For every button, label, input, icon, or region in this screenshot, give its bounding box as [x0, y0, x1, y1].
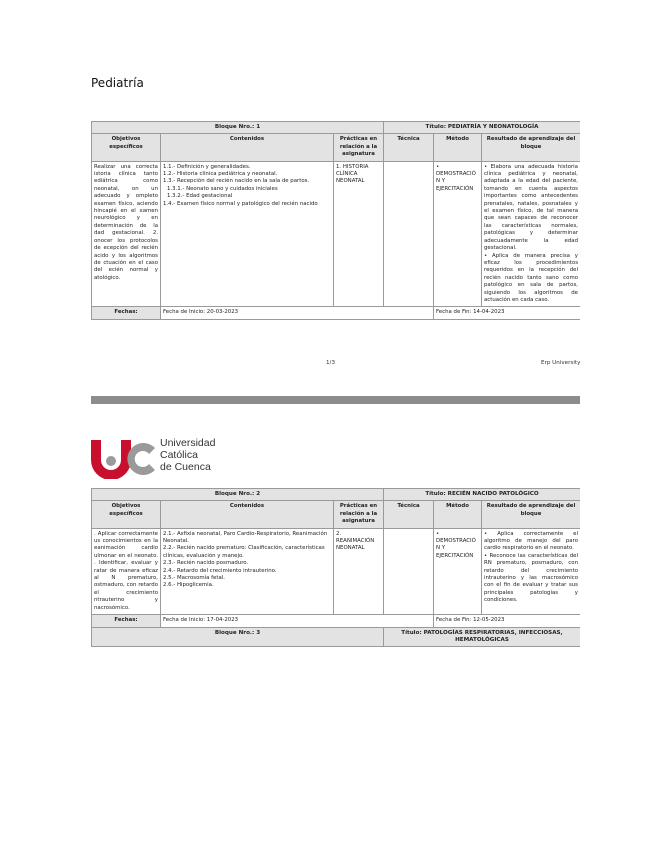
contenido-item: 1.3.- Recepción del recién nacido en la sala de partos.: [163, 178, 310, 185]
logo-line-1: Universidad: [160, 437, 216, 449]
header-practicas: Prácticas en relación a la asignatura: [334, 134, 384, 161]
block-3-number: Bloque Nro.: 3: [92, 627, 384, 647]
resultado-item: • Reconoce las características del RN prematuro, posmaduro, con retardo del crecimiento intrauterino y las macrosómico con el fin de evaluar y tratar sus principales patologías y condiciones.: [484, 552, 578, 604]
tecnica-cell: [384, 528, 434, 614]
block-1-table: [91, 121, 580, 320]
contenido-item: 1.4.- Examen físico normal y patológico del recién nacido: [163, 200, 318, 207]
fecha-fin: Fecha de Fin: 14-04-2023: [434, 307, 581, 319]
contenidos-cell: [161, 161, 334, 307]
resultado-item: • Elabora una adecuada historia clínica pediátrica y neonatal, adaptada a la edad del paciente, tomando en cuenta aspectos importantes como antecedentes prenatales, natales, posnatales y el examen físico, de tal manera que sean capaces de reconocer las características normales, patológicas y determinar adecuadamente la edad gestacional.: [484, 163, 578, 252]
logo-dot: [106, 456, 116, 466]
header-metodo: Método: [434, 134, 482, 161]
contenido-item: 1.2.- Historia clínica pediátrica y neonatal.: [163, 171, 278, 178]
logo-line-3: de Cuenca: [160, 461, 211, 473]
resultado-cell: [482, 528, 581, 614]
resultado-cell: [482, 161, 581, 307]
block-2-table: [91, 488, 580, 647]
header-metodo: Método: [434, 501, 482, 528]
header-contenidos: Contenidos: [161, 134, 334, 161]
footer-university: Erp University: [541, 360, 581, 366]
fechas-label: Fechas:: [92, 307, 161, 319]
contenido-item: 2.4.- Retardo del crecimiento intrauterino.: [163, 567, 277, 574]
practicas-cell: 1. HISTORIA CLÍNICA NEONATAL: [334, 161, 384, 307]
fecha-inicio: Fecha de Inicio: 17-04-2023: [161, 615, 434, 627]
contenido-item: 2.1.- Asfixia neonatal, Paro Cardio-Respiratorio, Reanimación Neonatal.: [163, 530, 328, 545]
objetivos-cell: . Aplicar correctamente us conocimientos en la eanimación cardio ulmonar en el neonato. . Identificar, evaluar y ratar de manera eficaz al N prematuro, ostmaduro, con retardo el crecimiento ntrauterino y nacrosómico.: [92, 528, 161, 614]
fecha-inicio: Fecha de Inicio: 20-03-2023: [161, 307, 434, 319]
contenidos-cell: [161, 528, 334, 614]
tecnica-cell: [384, 161, 434, 307]
fecha-fin: Fecha de Fin: 12-05-2023: [434, 615, 581, 627]
fechas-label: Fechas:: [92, 615, 161, 627]
practicas-cell: 2. REANIMACIÓN NEONATAL: [334, 528, 384, 614]
metodo-cell: • DEMOSTRACIÓN Y EJERCITACIÓN: [434, 161, 482, 307]
header-tecnica: Técnica: [384, 501, 434, 528]
contenido-item: 2.3.- Recién nacido posmaduro.: [163, 560, 249, 567]
metodo-cell: • DEMOSTRACIÓN Y EJERCITACIÓN: [434, 528, 482, 614]
contenido-item: 1.1.- Definición y generalidades.: [163, 163, 251, 170]
contenido-item: 2.6.- Hipoglicemia.: [163, 582, 214, 589]
header-practicas: Prácticas en relación a la asignatura: [334, 501, 384, 528]
contenido-item: 1.3.1.- Neonato sano y cuidados iniciales: [167, 185, 278, 192]
syllabus-block-1: [91, 121, 580, 320]
page-separator: [91, 396, 580, 404]
header-resultado: Resultado de aprendizaje del bloque: [482, 501, 581, 528]
block-number: Bloque Nro.: 1: [92, 122, 384, 134]
header-objetivos: Objetivos específicos: [92, 134, 161, 161]
header-resultado: Resultado de aprendizaje del bloque: [482, 134, 581, 161]
contenido-item: 2.5.- Macrosomía fetal.: [163, 575, 225, 582]
block-title: Título: RECIÉN NACIDO PATOLÓGICO: [384, 489, 581, 501]
syllabus-block-2: [91, 488, 580, 651]
header-objetivos: Objetivos específicos: [92, 501, 161, 528]
logo-text: [160, 437, 215, 473]
resultado-item: • Aplica de manera precisa y eficaz los procedimientos requeridos en la recepción del recién nacido tanto sano como patológico en sala de partos, siguiendo los algoritmos de actuación en cada caso.: [484, 252, 578, 303]
logo-c-shape: [127, 443, 155, 475]
block-title: Título: PEDIATRÍA Y NEONATOLOGÍA: [384, 122, 581, 134]
contenido-item: 2.2.- Recién nacido prematuro: Clasificación, características clínicas, evaluación y manejo.: [163, 545, 325, 559]
contenido-item: 1.3.2.- Edad gestacional: [167, 193, 233, 200]
page-number: 1/3: [326, 360, 336, 366]
resultado-item: • Aplica correctamente el algoritmo de manejo del paro cardio respiratorio en el neonato.: [484, 530, 578, 552]
block-3-title: Título: PATOLOGÍAS RESPIRATORIAS, INFECCIOSAS, HEMATOLÓGICAS: [384, 627, 581, 647]
header-contenidos: Contenidos: [161, 501, 334, 528]
objetivos-cell: Realizar una correcta istoria clínica tanto ediátrica como neonatal, on un adecuado y ompleto examen físico, aciendo hincapié en el xamen neurológico y en determinación de la dad gestacional. 2. onocer los protocolos de ecepción del recién acido y los algoritmos de ctuación en el caso del ecién normal y atológico.: [92, 161, 161, 307]
block-number: Bloque Nro.: 2: [92, 489, 384, 501]
header-tecnica: Técnica: [384, 134, 434, 161]
page-title: Pediatría: [91, 76, 144, 90]
logo-line-2: Católica: [160, 449, 198, 461]
